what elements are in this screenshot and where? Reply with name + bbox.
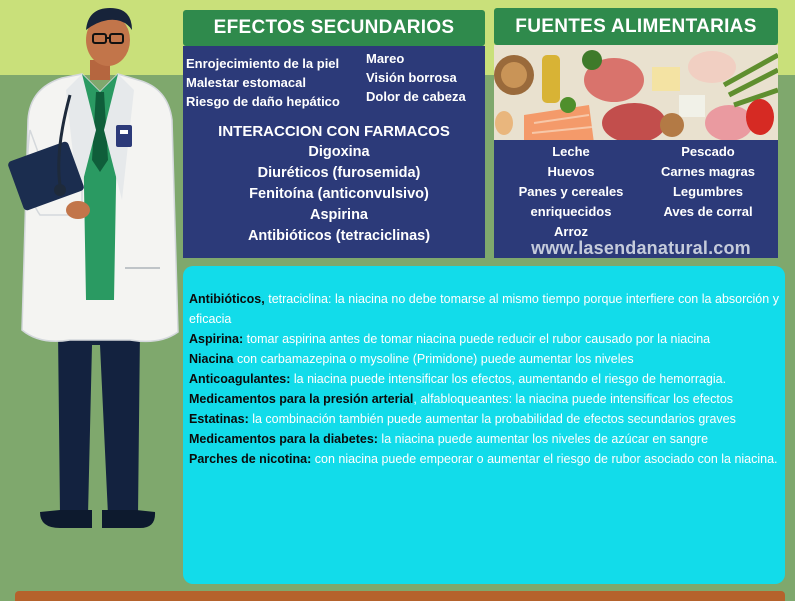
efecto-item: Riesgo de daño hepático: [186, 94, 340, 109]
interaction-notes-panel: [183, 266, 785, 584]
note-desc: la niacina puede aumentar los niveles de azúcar en sangre: [377, 432, 709, 446]
note-item: [189, 329, 779, 349]
doctor-illustration: [0, 0, 185, 545]
drug-item: Aspirina: [309, 207, 368, 223]
note-item: [189, 289, 779, 329]
note-desc: la combinación también puede aumentar la probabilidad de efectos secundarios graves: [248, 412, 736, 426]
efecto-item: Mareo: [366, 51, 405, 66]
fuentes-alimentarias-title: FUENTES ALIMENTARIAS: [494, 8, 778, 45]
note-desc: la niacina puede intensificar los efectos, aumentando el riesgo de hemorragia.: [290, 372, 727, 386]
note-desc: con carbamazepina o mysoline (Primidone) puede aumentar los niveles: [233, 352, 634, 366]
efectos-left-list: [186, 54, 364, 111]
food-photo: [494, 45, 778, 143]
food-item: Carnes magras: [661, 164, 755, 179]
note-desc: con niacina puede empeorar o aumentar el riesgo de rubor asociado con la niacina.: [311, 452, 778, 466]
food-item: Aves de corral: [663, 204, 753, 219]
drug-item: Diuréticos (furosemida): [257, 165, 421, 181]
efecto-item: Enrojecimiento de la piel: [186, 56, 340, 71]
efecto-item: Dolor de cabeza: [366, 89, 466, 104]
note-term: Antibióticos,: [189, 292, 265, 306]
drug-item: Digoxina: [308, 144, 370, 160]
note-desc: tomar aspirina antes de tomar niacina puede reducir el rubor causado por la niacina: [243, 332, 711, 346]
efectos-secundarios-title: EFECTOS SECUNDARIOS: [183, 10, 485, 46]
bottom-strip: [15, 591, 785, 601]
food-item: Legumbres: [672, 184, 744, 199]
note-term: Estatinas:: [189, 412, 249, 426]
food-item: Pescado: [681, 144, 735, 159]
note-item: [189, 429, 779, 449]
efectos-panel: [183, 46, 485, 258]
note-item: [189, 409, 779, 429]
note-item: [189, 389, 779, 409]
note-term: Parches de nicotina:: [189, 452, 312, 466]
note-term: Anticoagulantes:: [189, 372, 291, 386]
fuentes-left-list: [506, 142, 636, 242]
drug-item: Fenitoína (anticonvulsivo): [249, 186, 429, 202]
food-item: Arroz: [554, 224, 588, 239]
efecto-item: Visión borrosa: [366, 70, 457, 85]
note-term: Medicamentos para la presión arterial: [189, 392, 414, 406]
note-desc: tetraciclina: la niacina no debe tomarse al mismo tiempo porque interfiere con la absorción y eficacia: [189, 292, 779, 326]
interaccion-title: INTERACCION CON FARMACOS: [218, 123, 450, 140]
note-term: Medicamentos para la diabetes:: [189, 432, 378, 446]
drug-list: [183, 142, 495, 247]
note-desc: , alfabloqueantes: la niacina puede intensificar los efectos: [413, 392, 734, 406]
food-item: Panes y cereales: [518, 184, 624, 199]
note-item: [189, 349, 779, 369]
efectos-right-list: [366, 49, 484, 106]
food-item: enriquecidos: [530, 204, 612, 219]
notes-list: [189, 289, 779, 469]
food-item: Leche: [552, 144, 590, 159]
food-item: Huevos: [547, 164, 595, 179]
note-term: Aspirina:: [189, 332, 244, 346]
note-item: [189, 449, 779, 469]
note-term: Niacina: [189, 352, 234, 366]
note-item: [189, 369, 779, 389]
website-watermark: www.lasendanatural.com: [531, 238, 751, 258]
fuentes-right-list: [644, 142, 772, 222]
efecto-item: Malestar estomacal: [186, 75, 306, 90]
drug-item: Antibióticos (tetraciclinas): [247, 228, 431, 244]
